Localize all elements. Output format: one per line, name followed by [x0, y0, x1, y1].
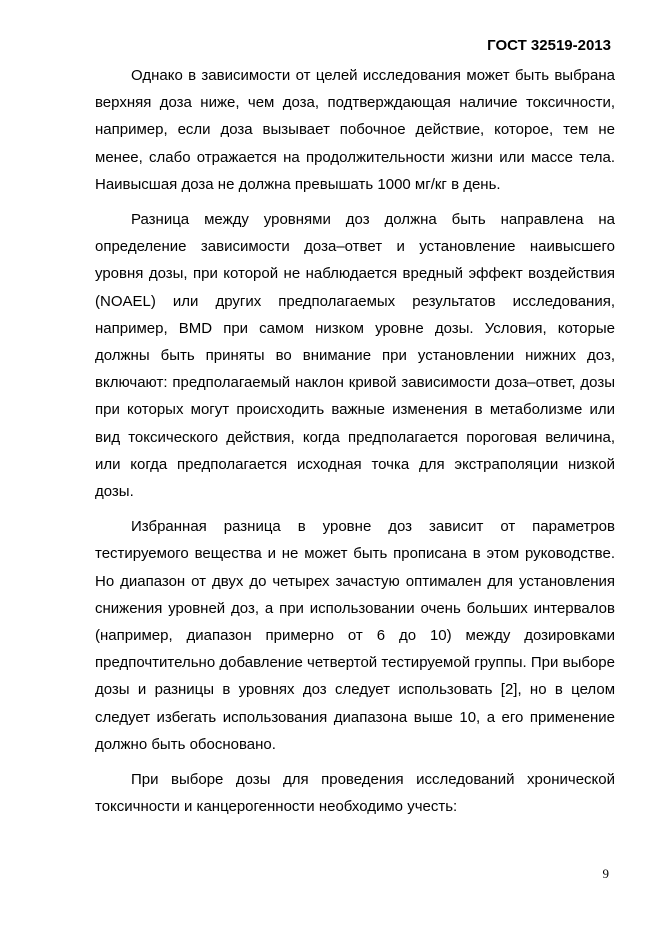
document-body	[95, 62, 615, 828]
document-header	[487, 36, 611, 56]
paragraph-chronic-dose-selection: При выборе дозы для проведения исследований хронической токсичности и канцерогенности необходимо учесть:	[95, 771, 615, 816]
standard-id: ГОСТ 32519-2013	[487, 37, 611, 54]
paragraph-upper-dose: Однако в зависимости от целей исследования может быть выбрана верхняя доза ниже, чем доза, подтверждающая наличие токсичности, например, если доза вызывает побочное действие, которое, тем не менее, слабо отражается на продолжительности жизни или массе тела. Наивысшая доза не должна превышать 1000 мг/кг в день.	[95, 67, 615, 193]
paragraph-dose-intervals: Разница между уровнями доз должна быть направлена на определение зависимости доза–ответ и установление наивысшего уровня дозы, при которой не наблюдается вредный эффект воздействия (NOAEL) или других предполагаемых результатов исследования, например, BMD при самом низком уровне дозы. Условия, которые должны быть приняты во внимание при установлении нижних доз, включают: предполагаемый наклон кривой зависимости доза–ответ, дозы при которых могут происходить важные изменения в метаболизме или вид токсического действия, когда предполагается пороговая величина, или когда предполагается исходная точка для экстраполяции низкой дозы.	[95, 211, 615, 501]
page-number: 9	[602, 866, 609, 881]
paragraph-dose-spacing: Избранная разница в уровне доз зависит от параметров тестируемого вещества и не может быть прописана в этом руководстве. Но диапазон от двух до четырех зачастую оптимален для установления снижения уровней доз, а при использовании очень больших интервалов (например, диапазон примерно от 6 до 10) между дозировками предпочтительно добавление четвертой тестируемой группы. При выборе дозы и разницы в уровнях доз следует использовать [2], но в целом следует избегать использования диапазона выше 10, а его применение должно быть обосновано.	[95, 518, 615, 753]
